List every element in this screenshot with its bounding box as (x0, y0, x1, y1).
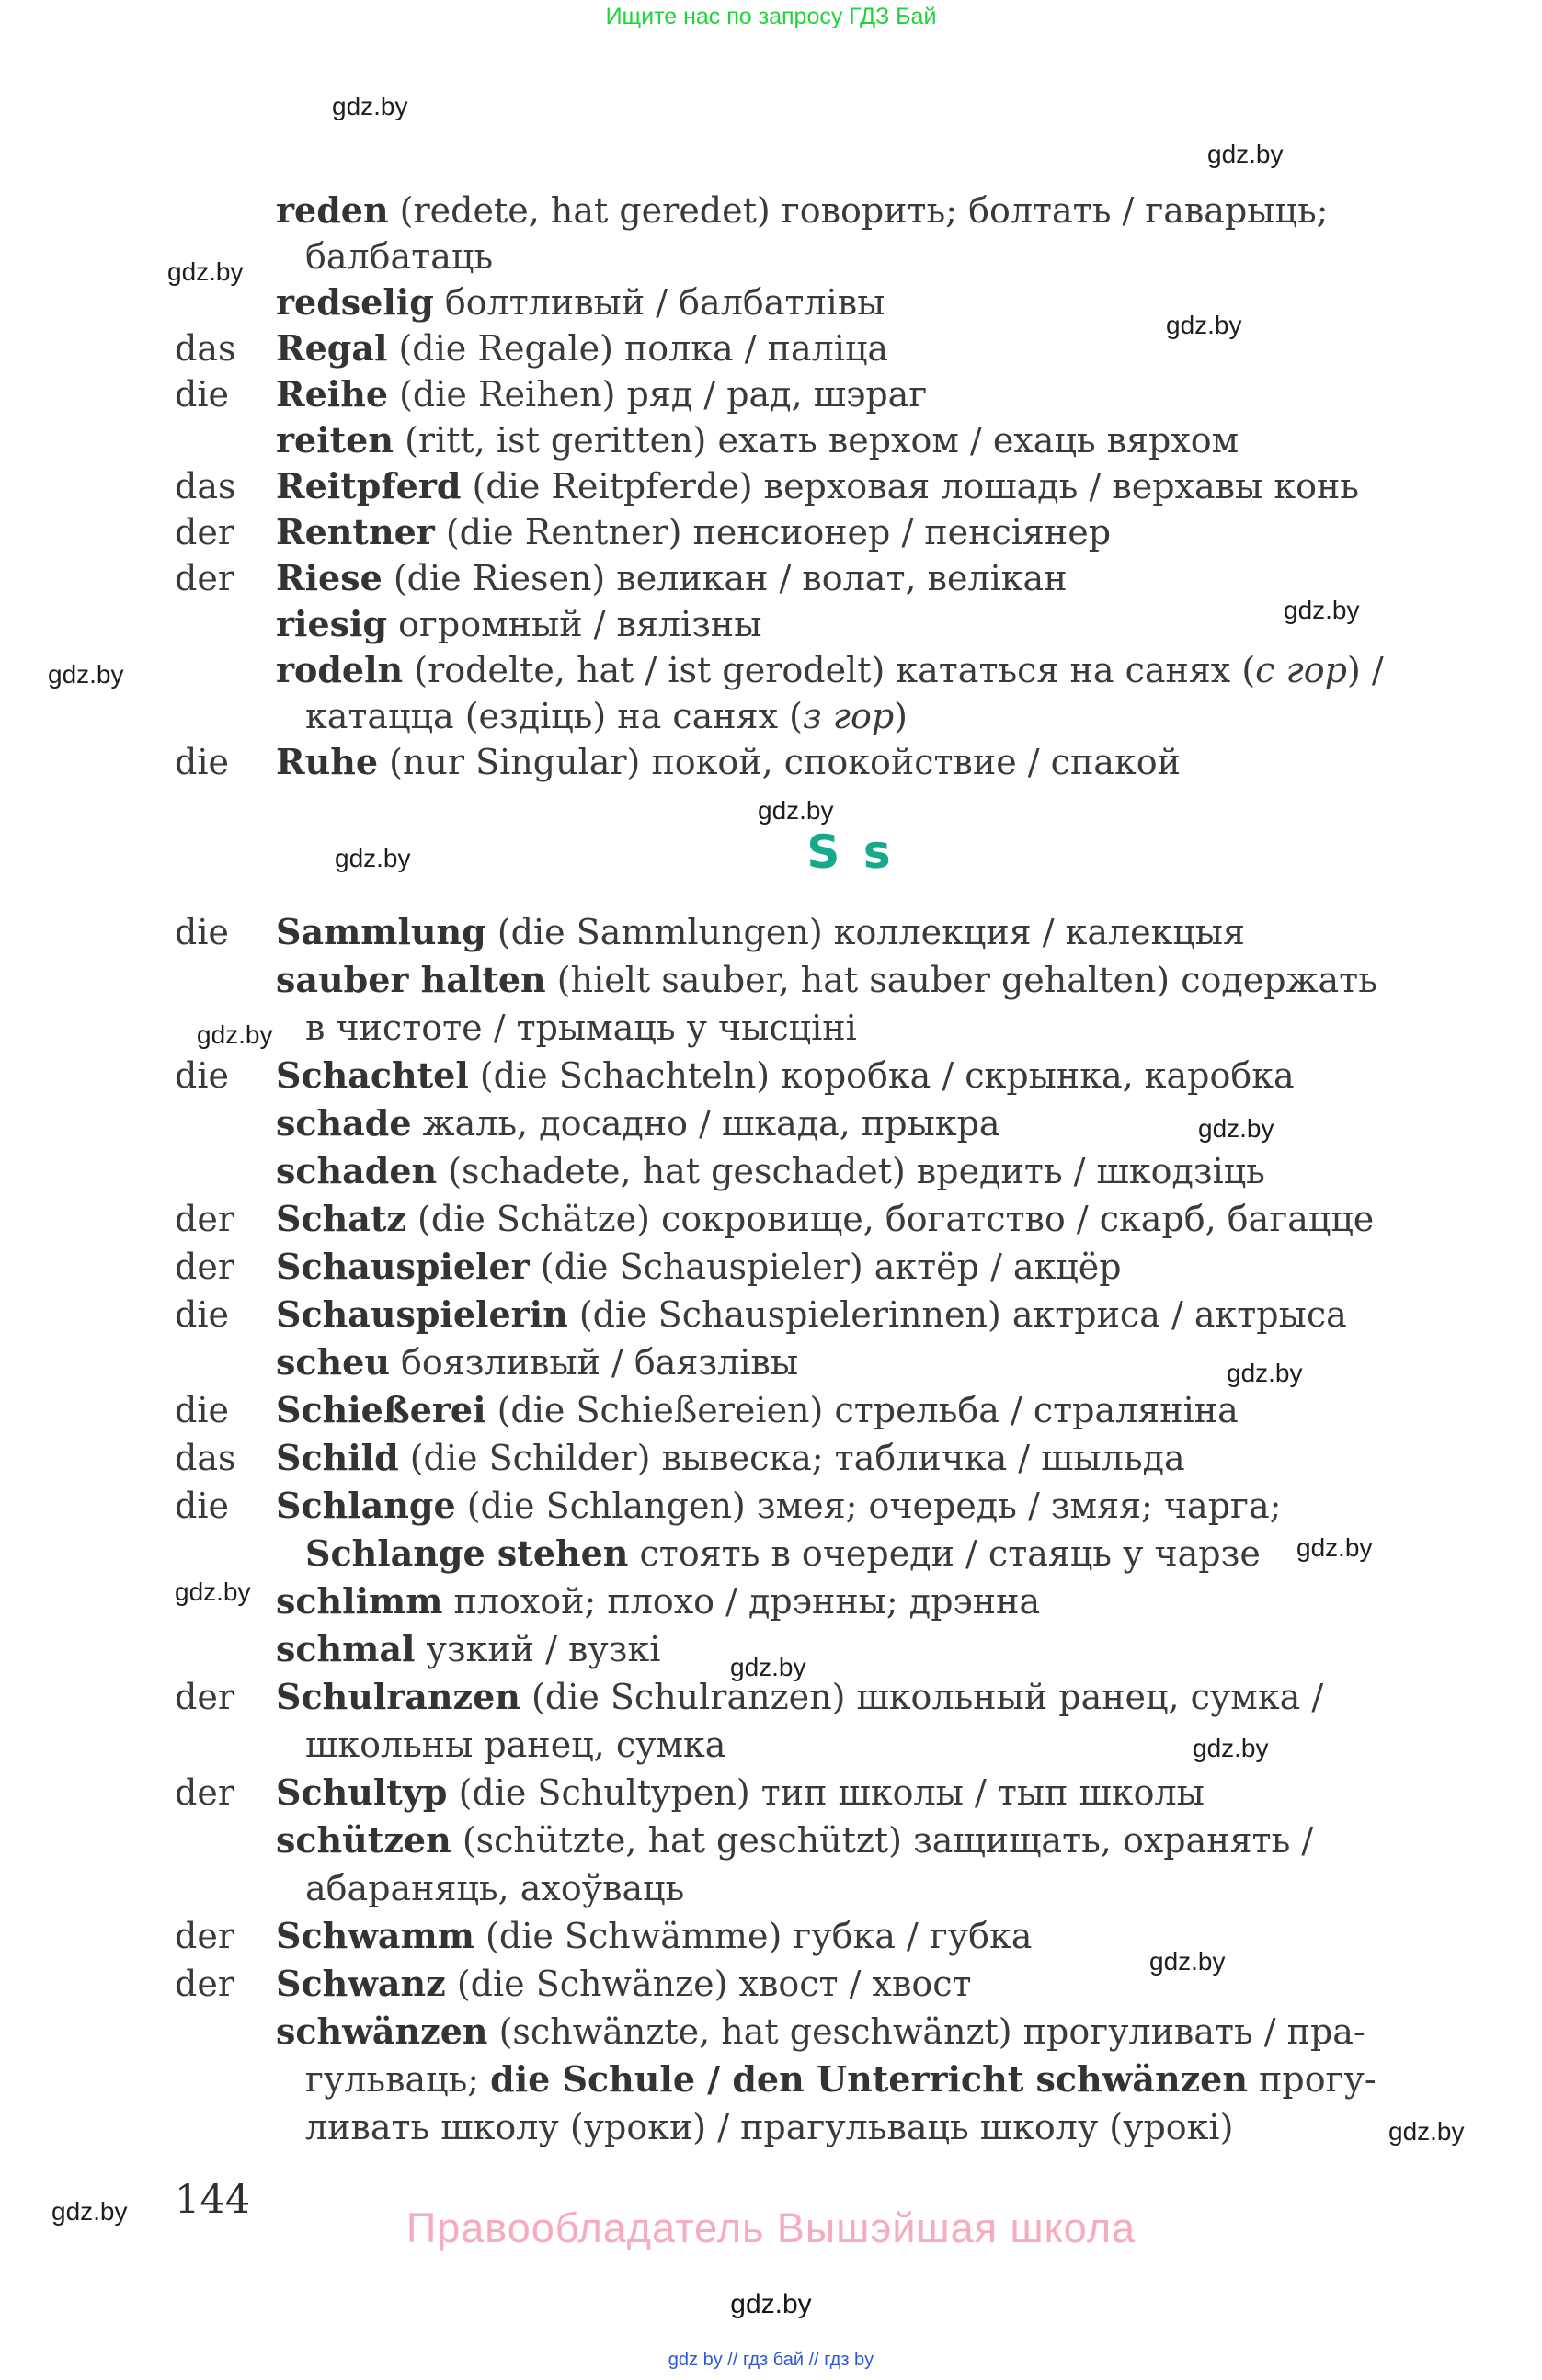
entry-text: (ritt, ist geritten) ехать верхом / ехаць вярхом (394, 420, 1239, 461)
dictionary-line (175, 1960, 1436, 2008)
entry-text: гульваць; (305, 2059, 491, 2100)
headword: Schwanz (276, 1963, 446, 2004)
entry-text: абараняць, ахоўваць (305, 1868, 685, 1908)
headword: redselig (276, 281, 434, 323)
dictionary-line (276, 2055, 1436, 2103)
gdz-watermark: gdz.by (175, 1577, 251, 1606)
dictionary-line (175, 1769, 1436, 1816)
entry-text: огромный / вялізны (387, 604, 762, 644)
gdz-watermark: gdz.by (51, 2197, 128, 2226)
headword: Sammlung (276, 911, 486, 952)
dictionary-line (276, 417, 1436, 463)
dictionary-line (175, 1243, 1436, 1291)
dictionary-line (276, 233, 1436, 279)
article-label: die (175, 374, 229, 415)
entry-text: узкий / вузкі (415, 1629, 661, 1669)
dictionary-line (276, 1577, 1436, 1625)
dictionary-line (175, 371, 1436, 417)
headword: schade (276, 1102, 412, 1144)
entry-text: (rodelte, hat / ist gerodelt) кататься на санях ( (403, 650, 1256, 690)
headword: Schießerei (276, 1389, 486, 1430)
article-label: der (175, 1772, 234, 1813)
article-label: das (175, 466, 236, 507)
dictionary-line (276, 188, 1436, 233)
article-label: das (175, 328, 236, 369)
entry-text: (die Reitpferde) верховая лошадь / верхавы конь (461, 466, 1359, 507)
entry-text: (die Schulranzen) школьный ранец, сумка / (520, 1677, 1324, 1717)
dictionary-line (276, 1625, 1436, 1673)
entry-text: плохой; плохо / дрэнны; дрэнна (442, 1581, 1041, 1622)
gdz-watermark: gdz.by (1149, 1947, 1226, 1976)
article-label: die (175, 912, 229, 952)
dictionary-line (175, 1052, 1436, 1099)
entry-text: з гор (802, 696, 895, 736)
entry-text: (die Reihen) ряд / рад, шэраг (388, 374, 928, 415)
entry-text: (die Schwänze) хвост / хвост (445, 1964, 972, 2004)
dictionary-line (276, 1338, 1436, 1386)
entry-text: (die Sammlungen) коллекция / калекцыя (485, 912, 1246, 952)
dictionary-line (175, 908, 1436, 956)
page-number: 144 (175, 2177, 251, 2223)
dictionary-line (175, 509, 1436, 555)
entry-text: (die Schätze) сокровище, богатство / скарб, багацце (405, 1199, 1375, 1239)
dictionary-line (175, 1195, 1436, 1243)
dictionary-line (175, 1386, 1436, 1434)
dictionary-line (276, 1147, 1436, 1195)
headword: sauber halten (276, 959, 546, 1000)
article-label: der (175, 1247, 234, 1287)
dictionary-line (175, 463, 1436, 509)
entry-text: (die Schachteln) коробка / скрынка, каробка (468, 1055, 1295, 1096)
headword: Reihe (276, 373, 388, 415)
entry-text: (redete, hat geredet) говорить; болтать / гаварыць; (388, 190, 1329, 231)
dictionary-line (175, 325, 1436, 371)
article-label: der (175, 1677, 234, 1717)
article-label: der (175, 1964, 234, 2004)
gdz-watermark: gdz.by (332, 92, 408, 120)
headword: schlimm (276, 1580, 443, 1622)
article-label: die (175, 742, 229, 782)
entry-text: (die Schauspielerinnen) актриса / актрыса (567, 1294, 1347, 1335)
dictionary-line (276, 1004, 1436, 1052)
article-label: der (175, 558, 234, 598)
entry-text: болтливый / балбатлівы (433, 282, 885, 323)
dictionary-line (276, 2103, 1436, 2151)
entry-text: (nur Singular) покой, спокойствие / спакой (378, 742, 1181, 782)
headword: scheu (276, 1341, 390, 1383)
headword: Schauspielerin (276, 1293, 568, 1335)
headword: reden (276, 189, 389, 231)
headword: schwänzen (276, 2010, 488, 2052)
article-label: der (175, 512, 234, 552)
headword: riesig (276, 603, 388, 644)
dictionary-line (276, 647, 1436, 693)
gdz-watermark: gdz.by (1198, 1114, 1274, 1143)
entry-text: жаль, досадно / шкада, прыкра (411, 1103, 1000, 1144)
dictionary-line (276, 1721, 1436, 1769)
top-search-banner: Ищите нас по запросу ГДЗ Бай (605, 4, 937, 29)
entry-text: (die Schwämme) губка / губка (474, 1916, 1033, 1956)
entry-text: (die Schlangen) змея; очередь / змяя; чарга; (455, 1486, 1282, 1526)
headword: Schulranzen (276, 1676, 520, 1717)
entry-text: школьны ранец, сумка (305, 1725, 726, 1765)
entry-text: ) (894, 696, 908, 736)
dictionary-line (276, 279, 1436, 325)
headword: schützen (276, 1819, 451, 1861)
section-letter-header: S s (806, 826, 895, 879)
dictionary-line (175, 1291, 1436, 1338)
headword: Rentner (276, 511, 435, 552)
dictionary-line (276, 1816, 1436, 1864)
footer-site-watermark: gdz.by (730, 2289, 812, 2319)
entry-text: (die Schießereien) стрельба / страляніна (485, 1390, 1239, 1430)
entry-text: с гор (1255, 650, 1347, 690)
headword: rodeln (276, 649, 404, 690)
headword: reiten (276, 419, 394, 461)
dictionary-line (276, 2008, 1436, 2055)
dictionary-line (276, 1864, 1436, 1912)
gdz-watermark: gdz.by (1296, 1533, 1373, 1562)
headword: Schatz (276, 1198, 406, 1239)
headword: Schlange (276, 1485, 456, 1526)
headword: Schwamm (276, 1915, 474, 1956)
entry-text: (die Riesen) великан / волат, велікан (382, 558, 1068, 598)
entry-text: (schwänzte, hat geschwänzt) прогуливать / пра- (487, 2011, 1365, 2052)
entry-text: боязливый / баязлівы (389, 1342, 799, 1383)
dictionary-line (175, 739, 1436, 785)
entry-text: (die Regale) полка / паліца (387, 328, 889, 369)
dictionary-line (276, 956, 1436, 1004)
dictionary-line (175, 555, 1436, 601)
dictionary-line (276, 601, 1436, 647)
entry-text: (schützte, hat geschützt) защищать, охранять / (451, 1820, 1314, 1861)
gdz-watermark: gdz.by (1193, 1734, 1269, 1762)
entry-text: катацца (ездіць) на санях ( (305, 696, 803, 736)
article-label: die (175, 1486, 229, 1526)
gdz-watermark: gdz.by (758, 796, 834, 825)
dictionary-line (276, 1099, 1436, 1147)
entry-text: (schadete, hat geschadet) вредить / шкодзіць (437, 1151, 1265, 1191)
article-label: der (175, 1916, 234, 1956)
copyright-line: Правообладатель Вышэйшая школа (405, 2204, 1137, 2251)
dictionary-line (175, 1912, 1436, 1960)
gdz-watermark: gdz.by (1166, 311, 1242, 339)
entry-text: (die Schauspieler) актёр / акцёр (529, 1247, 1122, 1287)
headword: schaden (276, 1150, 438, 1191)
gdz-watermark: gdz.by (48, 660, 124, 689)
headword: die Schule / den Unterricht schwänzen (490, 2058, 1248, 2100)
article-label: der (175, 1199, 234, 1239)
dictionary-line (175, 1434, 1436, 1482)
dictionary-line (276, 693, 1436, 739)
article-label: das (175, 1438, 236, 1478)
article-label: die (175, 1390, 229, 1430)
headword: Regal (276, 327, 388, 369)
gdz-watermark: gdz.by (1284, 596, 1360, 624)
headword: Reitpferd (276, 465, 462, 507)
footer-links[interactable]: gdz by // гдз бай // гдз by (668, 2350, 874, 2370)
gdz-watermark: gdz.by (335, 844, 411, 872)
entry-text: ливать школу (уроки) / прагульваць школу (урокі) (305, 2107, 1234, 2147)
article-label: die (175, 1055, 229, 1096)
headword: Ruhe (276, 741, 379, 782)
headword: schmal (276, 1628, 416, 1669)
article-label: die (175, 1294, 229, 1335)
gdz-watermark: gdz.by (1227, 1359, 1303, 1387)
headword: Schultyp (276, 1771, 448, 1813)
entry-text: прогу- (1247, 2059, 1376, 2100)
gdz-watermark: gdz.by (167, 257, 244, 286)
headword: Schlange stehen (305, 1532, 629, 1574)
gdz-watermark: gdz.by (1207, 140, 1284, 168)
headword: Schauspieler (276, 1246, 530, 1287)
gdz-watermark: gdz.by (1388, 2117, 1465, 2146)
headword: Schachtel (276, 1054, 469, 1096)
dictionary-line (175, 1482, 1436, 1530)
entry-text: (die Schultypen) тип школы / тып школы (447, 1772, 1205, 1813)
dictionary-line (276, 1530, 1436, 1577)
gdz-watermark: gdz.by (730, 1653, 806, 1681)
headword: Riese (276, 557, 383, 598)
entry-text: балбатаць (305, 236, 494, 277)
gdz-watermark: gdz.by (197, 1020, 273, 1049)
entry-text: (die Schilder) вывеска; табличка / шыльда (398, 1438, 1185, 1478)
entry-text: стоять в очереди / стаяць у чарзе (628, 1533, 1261, 1574)
entry-text: в чистоте / трымаць у чысціні (305, 1008, 857, 1048)
entry-text: (die Rentner) пенсионер / пенсіянер (434, 512, 1112, 552)
headword: Schild (276, 1437, 399, 1478)
entry-text: (hielt sauber, hat sauber gehalten) содержать (545, 960, 1377, 1000)
entry-text: ) / (1346, 650, 1384, 690)
dictionary-line (175, 1673, 1436, 1721)
